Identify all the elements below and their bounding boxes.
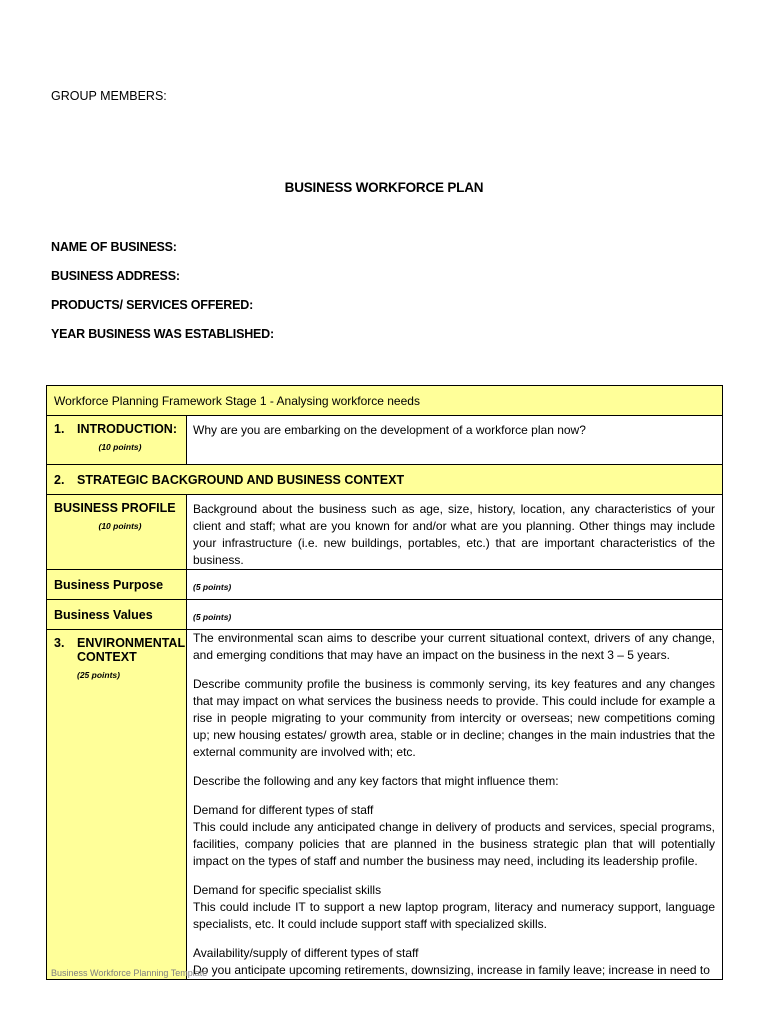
field-products-services: PRODUCTS/ SERVICES OFFERED: [51, 298, 254, 312]
profile-row [47, 495, 723, 570]
page-title: BUSINESS WORKFORCE PLAN [284, 180, 484, 195]
values-row [47, 600, 723, 630]
specialist-text: This could include IT to support a new laptop program, literacy and numeracy support, language specialists, etc. It could include support staff with specialized skills. [193, 900, 716, 931]
page-footer: Business Workforce Planning Template [51, 968, 208, 978]
purpose-label: Business Purpose [47, 570, 187, 600]
field-name-of-business: NAME OF BUSINESS: [51, 240, 177, 254]
intro-label-cell [47, 416, 187, 465]
environmental-number: 3. [54, 636, 65, 650]
intro-points: (10 points) [98, 442, 142, 452]
values-points: (5 points) [193, 612, 232, 622]
profile-label: BUSINESS PROFILE [54, 501, 176, 515]
section2-label: STRATEGIC BACKGROUND AND BUSINESS CONTEXT [77, 472, 405, 487]
environmental-points: (25 points) [77, 670, 120, 680]
environmental-content [187, 630, 723, 980]
purpose-row [47, 570, 723, 600]
demand-staff-title: Demand for different types of staff [193, 803, 374, 817]
intro-number: 1. [54, 422, 65, 436]
field-year-established: YEAR BUSINESS WAS ESTABLISHED: [51, 327, 274, 341]
environmental-label-1: ENVIRONMENTAL [77, 636, 186, 650]
environmental-p1: The environmental scan aims to describe your current situational context, drivers of any change, and emerging conditions that may have an impact on the business in the next 3 – 5 years. [193, 631, 716, 662]
section2-row [47, 465, 723, 495]
supply-title: Availability/supply of different types of staff [193, 946, 419, 960]
workforce-plan-table [46, 385, 723, 980]
demand-staff-text: This could include any anticipated change in delivery of products and services, special programs, facilities, company policies that are planned in the business strategic plan that will potentially impact on the types of staff and number the business may need, including its leadership profile. [193, 820, 716, 868]
profile-text: Background about the business such as age, size, history, location, any characteristics of your client and staff; what are you known for and/or what are you planning. Other things may include your infrastructure (i.e. new buildings, portables, etc.) that are important characteristics of the business. [187, 495, 723, 570]
intro-prompt: Why are you are embarking on the development of a workforce plan now? [187, 416, 723, 465]
environmental-p2: Describe community profile the business is commonly serving, its key features and any changes that may impact on what services the business needs to provide. This could include for example a rise in people migrating to your community from intercity or overseas; new competitions coming up; new housing estates/ growth area, stable or in decline; changes in the main industries that the external community are involved with; etc. [193, 677, 716, 759]
profile-label-cell [47, 495, 187, 570]
profile-points: (10 points) [98, 521, 142, 531]
environmental-label-2: CONTEXT [77, 650, 137, 664]
purpose-points: (5 points) [193, 582, 232, 592]
values-label: Business Values [47, 600, 187, 630]
specialist-title: Demand for specific specialist skills [193, 883, 382, 897]
stage-header-row [47, 386, 723, 416]
section2-header [47, 465, 723, 495]
group-members-label: GROUP MEMBERS: [51, 89, 167, 103]
stage-header: Workforce Planning Framework Stage 1 - Analysing workforce needs [47, 386, 723, 416]
supply-text: Do you anticipate upcoming retirements, downsizing, increase in family leave; increase in need to [193, 963, 710, 977]
field-business-address: BUSINESS ADDRESS: [51, 269, 180, 283]
environmental-p3: Describe the following and any key factors that might influence them: [193, 774, 559, 788]
environmental-row [47, 630, 723, 980]
environmental-label-cell [47, 630, 187, 980]
intro-row [47, 416, 723, 465]
section2-number: 2. [54, 472, 65, 487]
intro-label: INTRODUCTION: [77, 422, 177, 436]
